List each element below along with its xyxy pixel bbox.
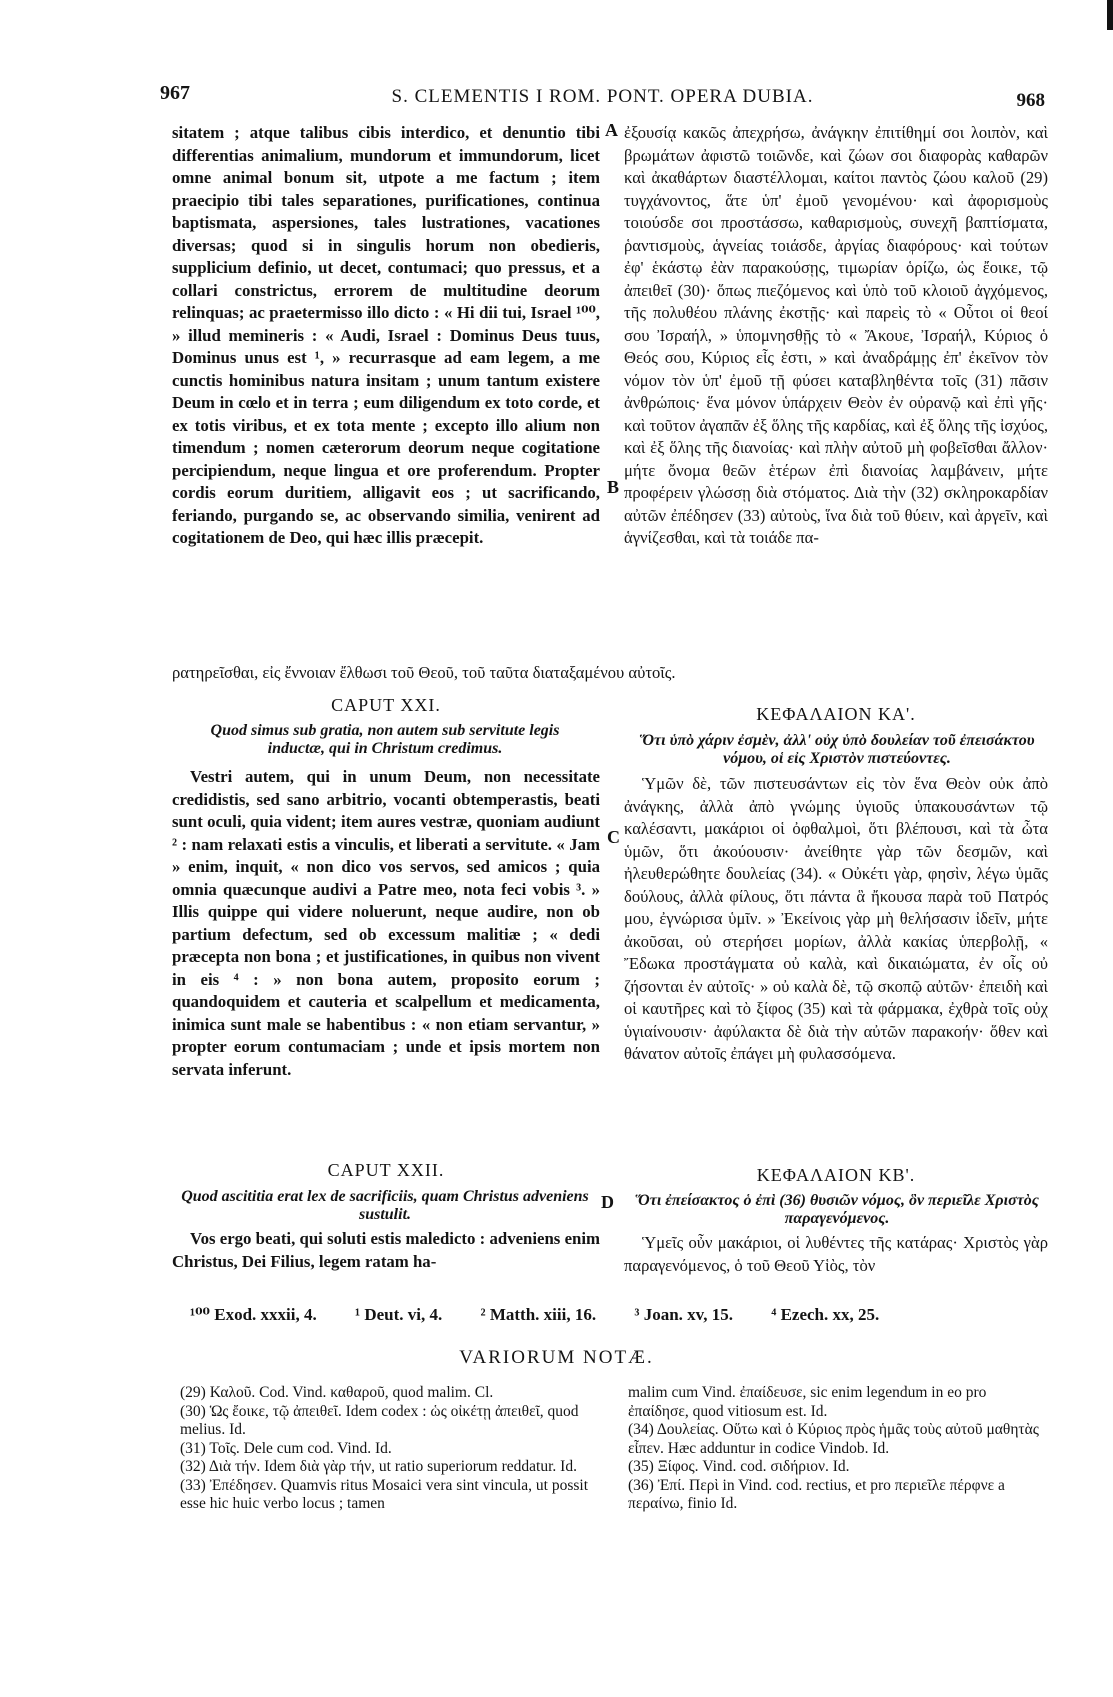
latin-column-block1	[172, 122, 600, 550]
greek-column-block1	[624, 122, 1048, 550]
page-number-right: 968	[1016, 90, 1045, 111]
greek-column-block3	[624, 1232, 1048, 1277]
greek-paragraph: ἐξουσίᾳ κακῶς ἀπεχρήσω, ἀνάγκην ἐπιτίθημί σοι λοιπὸν, καὶ βρωμάτων ἀφιστῶ τοιῶνδε, καὶ ζώων σοι διαφορὰς καθαρῶν καὶ ἀκαθάρτων διαστέλλομαι, καίτοι παντὸς ζώου καλοῦ (29) τυγχάνοντος, ἅτε ὑπ' ἐμοῦ γενομένου· καὶ ἀφορισμοὺς τοιούσδε σοι προστάσσω, καθαρισμοὺς, συνεχῆ βαπτίσματα, ῥαντισμοὺς, ἁγνείας τοιάσδε, ἀργίας διαφόρους· καὶ τούτων ἐφ' ἑκάστῳ ἐὰν παρακούσῃς, τιμωρίαν ὁρίζω, ὡς ἔοικε, τῷ ἀπειθεῖ (30)· ὅπως πιεζόμενος καὶ ὑπὸ τοῦ κλοιοῦ ἀγχόμενος, τῆς πολυθέου πλάνης ἐκστῇς· καὶ παρεὶς τὸ « Οὗτοι οἱ θεοί σου Ἰσραήλ, » ὑπομνησθῇς τὸ « Ἄκουε, Ἰσραήλ, Κύριος ὁ Θεός σου, Κύριος εἷς ἐστι, » καὶ ἀναδράμῃς ἐπ' ἐκεῖνον τὸν νόμον τὸν ὑπ' ἐμοῦ τῇ φύσει καταβληθέντα τοῖς (31) πᾶσιν ἀνθρώποις· ἕνα μόνον ὑπάρχειν Θεὸν ἐν οὐρανῷ καὶ ἐπὶ γῆς· καὶ τοῦτον ἀγαπᾶν ἐξ ὅλης τῆς καρδίας, καὶ ἐξ ὅλης τῆς ἰσχύος, καὶ ἐξ ὅλης τῆς διανοίας· καὶ πλὴν αὐτοῦ μὴ φοβεῖσθαι ἄλλον· μήτε ὄνομα θεῶν ἑτέρων ἐπὶ διανοίας λαμβάνειν, μήτε προφέρειν γλώσσῃ διὰ στόματος. Διὰ τὴν (32) σκληροκαρδίαν αὐτῶν ἐπέδησεν (33) αὐτοὺς, ἵνα διὰ τοῦ θύειν, καὶ ἀργεῖν, καὶ ἁγνίζεσθαι, καὶ τὰ τοιάδε πα-	[624, 123, 1048, 547]
footnote: ¹ Deut. vi, 4.	[354, 1305, 443, 1324]
variorum-note: (30) Ὡς ἔοικε, τῷ ἀπειθεῖ. Idem codex : ὡς οἰκέτῃ ἀπειθεῖ, quod melius. Id.	[180, 1402, 579, 1438]
variorum-note: (35) Ξίφος. Vind. cod. σιδήριον. Id.	[628, 1458, 850, 1475]
page-number-left: 967	[160, 82, 190, 104]
margin-marker-a: A	[605, 120, 618, 140]
scripture-footnotes	[190, 1305, 1048, 1325]
variorum-note: (36) Ἐπί. Περὶ in Vind. cod. rectius, et pro περιεῖλε πέρφνε a περαίνω, finio Id.	[628, 1476, 1005, 1512]
variorum-notes-left	[180, 1384, 590, 1514]
page-header	[160, 82, 1045, 112]
variorum-note: (31) Τοῖς. Dele cum cod. Vind. Id.	[180, 1439, 392, 1457]
variorum-note: (33) Ἐπέδησεν. Quamvis ritus Mosaici vera sint vincula, ut possit esse hic huic verbo locus ; tamen	[180, 1476, 589, 1512]
footnote: ³ Joan. xv, 15.	[634, 1305, 733, 1324]
variorum-note: malim cum Vind. ἐπαίδευσε, sic enim legendum in eo pro ἐπαίδησε, quod vitiosum est. Id.	[628, 1384, 987, 1420]
kephalaion-22-heading: ΚΕΦΑΛΑΙΟΝ ΚΒ'.	[756, 1165, 916, 1185]
greek-column-block2	[624, 773, 1048, 1066]
latin-column-block3	[172, 1228, 600, 1273]
page-edge-mark	[1107, 0, 1113, 30]
margin-marker-b: B	[607, 477, 620, 497]
margin-marker-d: D	[601, 1192, 614, 1212]
caput-21-subtitle: Quod simus sub gratia, non autem sub servitute legis inductæ, qui in Christum credimus.	[210, 722, 560, 757]
variorum-note: (32) Διὰ τήν. Idem διὰ γὰρ τήν, ut ratio superiorum reddatur. Id.	[180, 1458, 577, 1475]
running-title: S. CLEMENTIS I ROM. PONT. OPERA DUBIA.	[391, 86, 814, 107]
footnote: ² Matth. xiii, 16.	[480, 1305, 597, 1324]
kephalaion-22-subtitle: Ὅτι ἐπείσακτος ὁ ἐπὶ (36) θυσιῶν νόμος, ὃν περιεῖλε Χριστὸς παραγενόμενος.	[635, 1192, 1039, 1227]
caput-22-heading: CAPUT XXII.	[327, 1160, 445, 1180]
footnote: ⁴ Ezech. xx, 25.	[771, 1305, 880, 1324]
caput-22-subtitle: Quod ascititia erat lex de sacrificiis, quam Christus adveniens sustulit.	[181, 1188, 589, 1223]
latin-paragraph: Vos ergo beati, qui soluti estis maledicto : adveniens enim Christus, Dei Filius, legem ratam ha-	[172, 1229, 600, 1271]
kephalaion-21-heading: ΚΕΦΑΛΑΙΟΝ ΚΑ'.	[756, 704, 916, 724]
latin-paragraph: sitatem ; atque talibus cibis interdico, et denuntio tibi differentias animalium, mundorum et immundorum, licet omne animal bonum sit, utpote a me factum ; item praecipio tibi tales separationes, purificationes, continua baptismata, aspersiones, tales lustrationes, vacationes diversas; quod si in singulis horum non obedieris, supplicium definio, ut decet, contumaci; quo pressus, et a collari constrictus, errorem de multitudine deorum relinquas; ac praetermisso illo dicto : « Hi dii tui, Israel ¹⁰⁰, » illud memineris : « Audi, Israel : Dominus Deus tuus, Dominus unus est ¹, » recurrasque ad eam legem, a me cunctis hominibus natura insitam ; unum tantum existere Deum in cœlo et in terra ; eum diligendum ex toto corde, et ex totis viribus, et ex tota mente ; excepto illo alium non timendum ; nomen cæterorum deorum neque cogitatione percipiendum, neque lingua et ore proferendum. Propter cordis eorum duritiem, alligavit eos ; ut sacrificando, feriando, purgando se, ac observando similia, venirent ad cogitationem de Deo, qui hæc illis præcepit.	[172, 123, 600, 547]
greek-paragraph: Ὑμῶν δὲ, τῶν πιστευσάντων εἰς τὸν ἕνα Θεὸν οὐκ ἀπὸ ἀνάγκης, ἀλλὰ ἀπὸ γνώμης ὑγιοῦς ὑπακουσάντων τῷ καλέσαντι, μακάριοι οἱ ὀφθαλμοὶ, ὅτι βλέπουσι, καὶ τὰ ὦτα ὑμῶν, ὅτι ἀκούουσιν· ἀνείθητε γὰρ τῶν δεσμῶν, καὶ ἠλευθερώθητε δουλείας (34). « Οὐκέτι γὰρ, φησὶν, λέγω ὑμᾶς δούλους, ἀλλὰ φίλους, ὅτι πάντα ἃ ἤκουσα παρὰ τοῦ Πατρός μου, ἐγνώρισα ὑμῖν. » Ἐκείνοις γὰρ μὴ θελήσασιν ἰδεῖν, μήτε ἀκοῦσαι, οὐ στερήσει μορίων, ἀλλὰ κακίας ὑπερβολῇ, « Ἔδωκα προστάγματα οὐ καλὰ, καὶ δικαιώματα, ἐν οἷς οὐ ζήσονται ἐν αὐτοῖς· » οὐ καλὰ δὲ, τῷ σκοπῷ αὐτῶν· ἐπειδὴ καὶ οἱ καυτῆρες καὶ τὸ ξίφος (35) καὶ τὰ φάρμακα, ἐχθρὰ τοῖς οὐχ ὑγιαίνουσιν· ἀφύλακτα δὲ διὰ τὴν αὐτῶν παρακοήν· ὅθεν καὶ θάνατον αὐτοῖς ἐπάγει μὴ φυλασσόμενα.	[624, 774, 1048, 1063]
footnote: ¹⁰⁰ Exod. xxxii, 4.	[190, 1305, 317, 1324]
greek-paragraph: Ὑμεῖς οὖν μακάριοι, οἱ λυθέντες τῆς κατάρας· Χριστὸς γὰρ παραγενόμενος, ὁ τοῦ Θεοῦ Υἱὸς, τὸν	[624, 1233, 1048, 1275]
variorum-notes-right	[628, 1384, 1042, 1514]
latin-column-block2	[172, 766, 600, 1081]
margin-marker-c: C	[607, 827, 620, 847]
variorum-note: (34) Δουλείας. Οὕτω καὶ ὁ Κύριος πρὸς ἡμᾶς τοὺς αὐτοῦ μαθητὰς εἶπεν. Hæc adduntur in codice Vindob. Id.	[628, 1421, 1039, 1457]
kephalaion-21-subtitle: Ὅτι ὑπὸ χάριν ἐσμὲν, ἀλλ' οὐχ ὑπὸ δουλείαν τοῦ ἐπεισάκτου νόμου, οἱ εἰς Χριστὸν πιστεύοντες.	[639, 732, 1035, 767]
caput-21-heading: CAPUT XXI.	[331, 695, 441, 715]
variorum-note: (29) Καλοῦ. Cod. Vind. καθαροῦ, quod malim. Cl.	[180, 1384, 494, 1401]
greek-bridge-line: ρατηρεῖσθαι, εἰς ἔννοιαν ἔλθωσι τοῦ Θεοῦ, τοῦ ταῦτα διαταξαμένου αὐτοῖς.	[172, 663, 676, 682]
variorum-notes-title: VARIORUM NOTÆ.	[459, 1347, 654, 1368]
latin-paragraph: Vestri autem, qui in unum Deum, non necessitate credidistis, sed sano arbitrio, vocanti obtemperastis, beati sunt oculi, quia vident; item aures vestræ, quoniam audiunt ² : nam relaxati estis a vinculis, et liberati a servitute. « Jam » enim, inquit, « non dico vos servos, sed amicos ; quia omnia quæcunque audivi a Patre meo, nota feci vobis ³. » Illis quippe qui videre noluerunt, neque audire, non ob partium defectum, sed ob excessum malitiæ ; « dedi præcepta non bona ; et justificationes, in quibus non vivent in eis ⁴ : » non bona autem, proposito eorum ; quandoquidem et cauteria et scalpellum et medicamenta, inimica sunt male se habentibus : « non etiam servantur, » propter eorum contumaciam ; unde et ipsis mortem non servata inferunt.	[172, 767, 600, 1079]
